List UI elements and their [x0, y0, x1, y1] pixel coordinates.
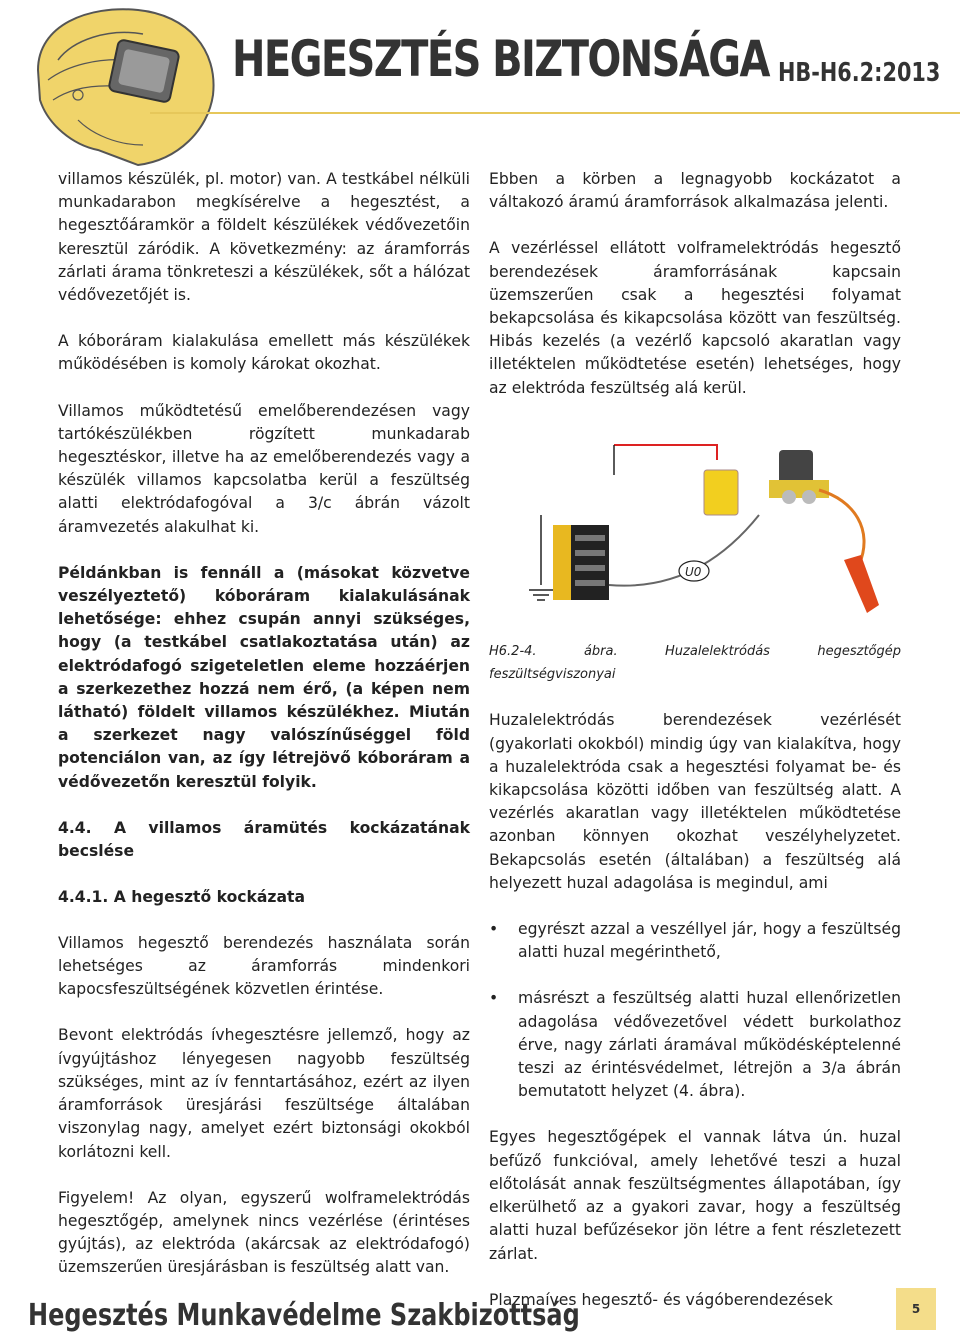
figure-caption: H6.2-4. ábra. Huzalelektródás hegesztőgép feszültségviszonyai [489, 644, 901, 683]
section-heading: 4.4. A villamos áramütés kockázatának becslése [58, 818, 470, 860]
paragraph: Ebben a körben a legnagyobb kockázatot a váltakozó áramú áramforrások alkalmazása jelenti. [489, 170, 901, 212]
welding-helmet-icon [18, 0, 228, 170]
list-item: • másrészt a feszültség alatti huzal ellenőrizetlen adagolása védővezetővel védett burkolathoz érve, nagy zárlati áramával működésképtelenné teszi az érintésvédelmet, létrejön a 3/a ábrán bemutatott helyzet (4. ábra). [489, 987, 901, 1103]
paragraph: Figyelem! Az olyan, egyszerű wolframelektródás hegesztőgép, amelynek nincs vezérlése (érintéses gyújtás), az elektróda (akárcsak az elektródafogó) üzemszerűen üresjárásban is feszültség alatt van. [58, 1188, 470, 1277]
paragraph: Villamos működtetésű emelőberendezésen vagy tartókészülékben rögzített munkadarab hegesztéskor, illetve ha az emelőberendezés vagy a készülék villamos kapcsolatba kerül a feszültség alatti elektródafogóval a 3/c ábrán vázolt áramvezetés alakulhat ki. [58, 401, 470, 536]
document-title: HEGESZTÉS BIZTONSÁGA [232, 30, 769, 88]
page-number: 5 [896, 1288, 936, 1330]
document-code: HB-H6.2:2013 [778, 58, 941, 88]
paragraph: Egyes hegesztőgépek el vannak látva ún. huzal befűző funkcióval, amely lehetővé teszi a huzal előtolását annak feszültségmentes állapotában, így elkerülhető az a gyakori zavar, hogy a feszültség alatti huzal befűzésekor jön létre a fent részletezett zárlat. [489, 1128, 901, 1263]
footer-organization: Hegesztés Munkavédelme Szakbizottság [28, 1298, 580, 1333]
left-column [58, 168, 470, 1303]
paragraph: Bevont elektródás ívhegesztésre jellemző, hogy az ívgyújtáshoz lényegesen nagyobb feszültség szükséges, mint az ív fenntartásához, ezért az ilyen áramforrások üresjárási feszültsége általában viszonylag nagy, amelyet ezért biztonsági okokból korlátozni kell. [58, 1026, 470, 1161]
paragraph: Huzalelektródás berendezések vezérlését (gyakorlati okokból) mindig úgy van kialakítva, hogy a huzalelektróda csak a hegesztési folyamat be- és kikapcsolása közötti időben van feszültség alatt. A vezérlés akaratlan vagy illetéktelen működtetése azonban könnyen okozhat veszélyhelyzetet. Bekapcsolás esetén (általában) a feszültség alá helyezett huzal adagolása is megindul, ami [489, 711, 901, 892]
bold-paragraph: Példánkban is fennáll a (másokat közvetve veszélyeztető) kóboráram kialakulásának lehetősége: ehhez csupán annyi szükséges, hogy (a testkábel csatlakoztatása után) az elektródafogó szigeteletlen eleme hozzáérjen a szerkezethez hozzá nem érő, (a képen nem látható) földelt villamos készülékhez. Miután a szerkezet nagy valószínűséggel föld potenciálon van, az így létrejövő kóboráram a védővezetőn keresztül folyik. [58, 563, 470, 791]
wire-feeder-figure [489, 425, 901, 625]
right-column [489, 168, 901, 1335]
voltage-label: U0 [685, 564, 702, 579]
paragraph: villamos készülék, pl. motor) van. A testkábel nélküli munkadarabon megkísérelve a hegesztést, a hegesztőáramkör a földelt készülékek védővezetőin keresztül záródik. A következmény: az áramforrás zárlati árama tönkreteszi a készülékek, sőt a hálózat védővezetőjét is. [58, 170, 470, 305]
paragraph: Plazmaíves hegesztő- és vágóberendezések [489, 1290, 833, 1309]
header-rule [150, 112, 960, 114]
subsection-heading: 4.4.1. A hegesztő kockázata [58, 887, 305, 906]
paragraph: A vezérléssel ellátott volframelektródás hegesztő berendezések áramforrásának kapcsain üzemszerűen csak a hegesztési folyamat bekapcsolása és kikapcsolása között van feszültség. Hibás kezelés (a vezérlő kapcsoló akaratlan vagy illetéktelen működtetése esetén) lehetséges, hogy az elektróda feszültség alá kerül. [489, 239, 901, 397]
paragraph: A kóboráram kialakulása emellett más készülékek működésében is komoly károkat okozhat. [58, 332, 470, 374]
list-item: • egyrészt azzal a veszéllyel jár, hogy a feszültség alatti huzal megérinthető, [489, 918, 901, 964]
bullet-list [489, 918, 901, 1103]
paragraph: Villamos hegesztő berendezés használata során lehetséges az áramforrás mindenkori kapocsfeszültségének közvetlen érintése. [58, 933, 470, 999]
